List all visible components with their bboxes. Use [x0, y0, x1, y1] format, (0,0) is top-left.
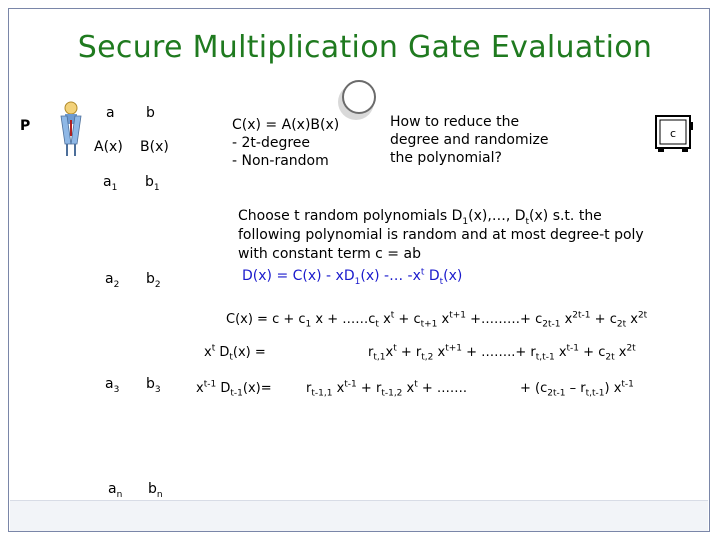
r-row-2-tail: + $(c_{2t-1} - r_{t,t-1})$ $x^{t-1}$ — [520, 379, 634, 399]
choose-line-1: Choose t random polynomials $D_1(x),\dots$, $D_t(x)$ s.t. the — [238, 208, 602, 227]
safe-icon — [654, 114, 694, 154]
footer-band — [10, 500, 708, 531]
question-line: degree and randomize — [390, 132, 549, 148]
product-line: C(x) = A(x)B(x) — [232, 117, 340, 133]
xt-dt-label: $x^t$ $D_t(x)$ = — [204, 343, 266, 363]
choose-line-2: following polynomial is random and at most degree-t poly — [238, 227, 644, 243]
r-row-1: $r_{t,1}x^t + r_{t,2}$ $x^{t+1}$ + ……..+ $r_{t,t-1}$ $x^{t-1} + c_{2t}$ $x^{2t}$ — [368, 343, 636, 363]
thought-bubble — [342, 80, 376, 114]
question-line: How to reduce the — [390, 114, 520, 130]
slide-title: Secure Multiplication Gate Evaluation — [77, 30, 653, 65]
dx-formula: $D(x) = C(x) - xD_1(x)$ -… $-x^t$ $D_t(x)$ — [242, 267, 463, 287]
product-box — [232, 116, 339, 170]
randomness-line: - Non-random — [232, 153, 329, 169]
degree-line: - 2t-degree — [232, 135, 311, 151]
share-a2: $a_2$ — [105, 271, 120, 290]
share-a: a — [106, 105, 115, 121]
cx-expansion: $C(x) = c + c_1$ $x + \dots\dots c_t$ $x^t + c_{t+1}$ $x^{t+1}$ +………+ $c_{2t-1}$ $x^{2t-1} + c_{2t}$ $x^{2t}$ — [226, 310, 648, 330]
share-b: b — [146, 105, 155, 121]
share-b3: $b_3$ — [146, 376, 161, 395]
poly-B: B(x) — [140, 139, 169, 155]
party-label: P — [20, 118, 31, 134]
question-box — [390, 113, 548, 167]
safe-label: c — [669, 127, 677, 140]
share-b2: $b_2$ — [146, 271, 161, 290]
question-line: the polynomial? — [390, 150, 502, 166]
share-an: $a_n$ — [108, 481, 123, 500]
share-b1: $b_1$ — [145, 174, 160, 193]
choose-text — [238, 207, 644, 264]
xt1-dt1-label: $x^{t-1}$ $D_{t-1}(x)=$ — [196, 379, 272, 399]
r-row-2: $r_{t-1,1}$ $x^{t-1} + r_{t-1,2}$ $x^t$ + ……. — [306, 379, 468, 399]
person-icon — [55, 100, 87, 158]
share-a3: $a_3$ — [105, 376, 120, 395]
share-bn: $b_n$ — [148, 481, 163, 500]
poly-A: A(x) — [94, 139, 123, 155]
choose-line-3: with constant term c = ab — [238, 246, 421, 262]
share-a1: $a_1$ — [103, 174, 118, 193]
